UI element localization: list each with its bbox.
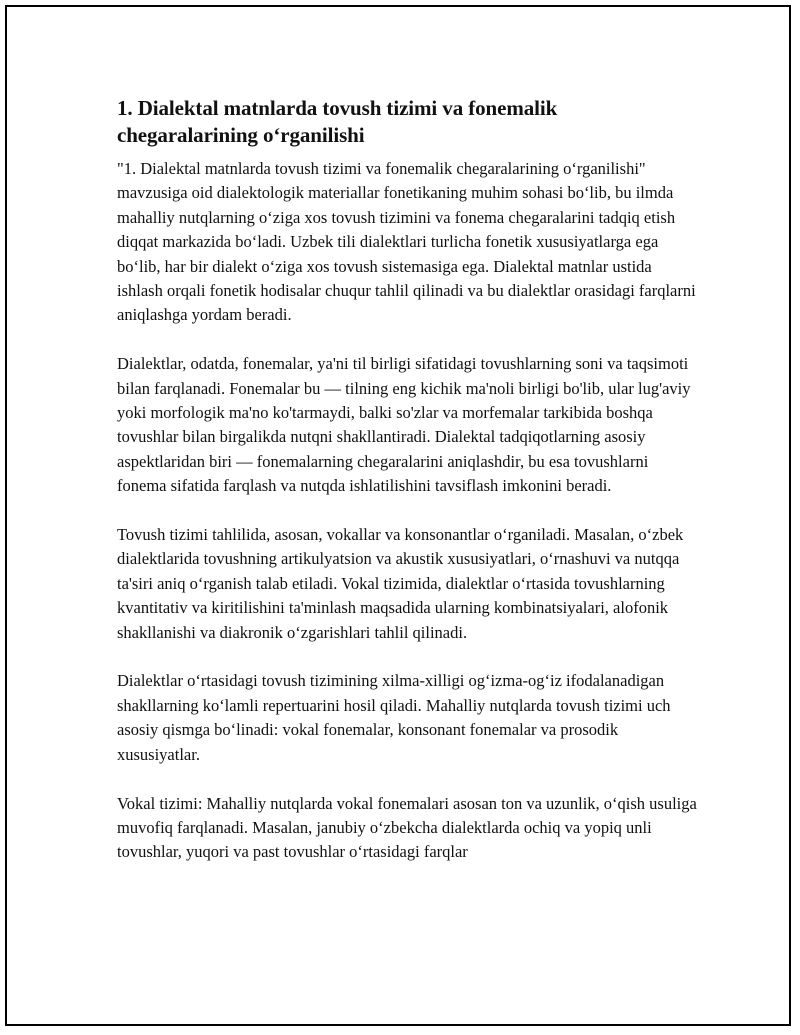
paragraph-3: Tovush tizimi tahlilida, asosan, vokallar va konsonantlar o‘rganiladi. Masalan, o‘zbek dialektlarida tovushning artikulyatsion va akustik xususiyatlari, o‘rnashuvi va nutqqa ta'siri aniq o‘rganish talab etiladi. Vokal tizimida, dialektlar o‘rtasida tovushlarning kvantitativ va kiritilishini ta'minlash maqsadida ularning kombinatsiyalari, alofonik shakllanishi va diakronik o‘zgarishlari tahlil qilinadi.: [117, 525, 684, 642]
paragraph-2: Dialektlar, odatda, fonemalar, ya'ni til birligi sifatidagi tovushlarning soni va taqsimoti bilan farqlanadi. Fonemalar bu — tilning eng kichik ma'noli birligi bo'lib, ular lug'aviy yoki morfologik ma'no ko'tarmaydi, balki so'zlar va morfemalar tarkibida boshqa tovushlar bilan birgalikda nutqni shakllantiradi. Dialektal tadqiqotlarning asosiy aspektlaridan biri — fonemalarning chegaralarini aniqlashdir, bu esa tovushlarni fonema sifatida farqlash va nutqda ishlatilishini tavsiflash imkonini beradi.: [117, 354, 691, 496]
paragraph-5: Vokal tizimi: Mahalliy nutqlarda vokal fonemalari asosan ton va uzunlik, o‘qish usuliga muvofiq farqlanadi. Masalan, janubiy o‘zbekcha dialektlarda ochiq va yopiq unli tovushlar, yuqori va past tovushlar o‘rtasidagi farqlar: [117, 793, 697, 862]
document-body: [117, 95, 697, 889]
paragraph-1: "1. Dialektal matnlarda tovush tizimi va fonemalik chegaralarining o‘rganilishi" mavzusiga oid dialektologik materiallar fonetikaning muhim sohasi bo‘lib, bu ilmda mahalliy nutqlarning o‘ziga xos tovush tizimini va fonema chegaralarini tadqiq etish diqqat markazida bo‘ladi. Uzbek tili dialektlari turlicha fonetik xususiyatlarga ega bo‘lib, har bir dialekt o‘ziga xos tovush sistemasiga ega. Dialektal matnlar ustida ishlash orqali fonetik hodisalar chuqur tahlil qilinadi va bu dialektlar orasidagi farqlarni aniqlashga yordam beradi.: [117, 159, 696, 325]
document-title: 1. Dialektal matnlarda tovush tizimi va fonemalik chegaralarining o‘rganilishi: [117, 96, 558, 147]
paragraph-4: Dialektlar o‘rtasidagi tovush tizimining xilma-xilligi og‘izma-og‘iz ifodalanadigan shakllarning ko‘lamli repertuarini hosil qiladi. Mahalliy nutqlarda tovush tizimi uch asosiy qismga bo‘linadi: vokal fonemalar, konsonant fonemalar va prosodik xususiyatlar.: [117, 671, 671, 764]
